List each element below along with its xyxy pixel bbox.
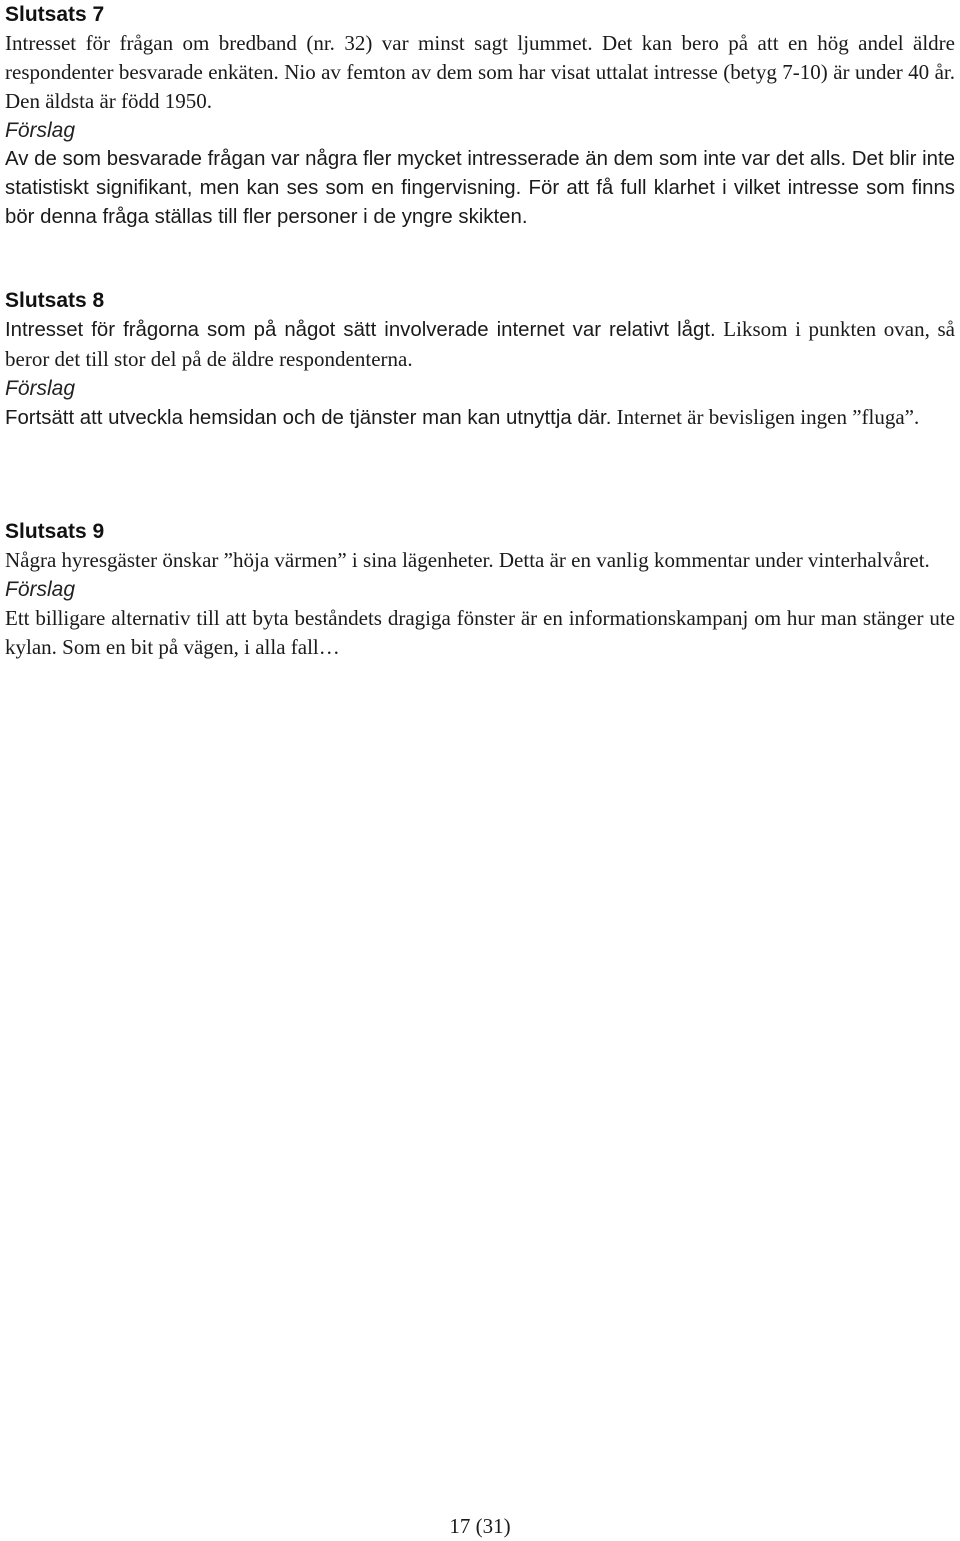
- proposal-text-part: Fortsätt att utveckla hemsidan och de tjänster man kan utnyttja där.: [5, 407, 612, 429]
- proposal-text: [5, 403, 955, 433]
- section-body: [5, 315, 955, 374]
- section-body-part: Intresset för frågorna som på något sätt involverade internet var relativt lågt.: [5, 319, 716, 341]
- section-slutsats-7: [5, 0, 955, 232]
- section-slutsats-8: [5, 286, 955, 433]
- section-heading: Slutsats 8: [5, 289, 105, 312]
- section-body: Intresset för frågan om bredband (nr. 32) var minst sagt ljummet. Det kan bero på att en hög andel äldre respondenter besvarade enkäten. Nio av femton av dem som har visat uttalat intresse (betyg 7-10) är under 40 år. Den äldsta är född 1950.: [5, 31, 955, 113]
- proposal-text-part: Internet är bevisligen ingen ”fluga”.: [611, 405, 920, 429]
- proposal-label: Förslag: [5, 377, 76, 400]
- section-slutsats-9: [5, 517, 955, 662]
- proposal-label: Förslag: [5, 578, 76, 601]
- section-heading: Slutsats 9: [5, 520, 105, 543]
- proposal-text: Ett billigare alternativ till att byta beståndets dragiga fönster är en informationskampanj om hur man stänger ute kylan. Som en bit på vägen, i alla fall…: [5, 606, 955, 659]
- section-body-part: Liksom i punkten ovan, så beror det till stor del på de äldre respondenterna.: [5, 317, 955, 371]
- proposal-text: Av de som besvarade frågan var några fler mycket intresserade än dem som inte var det alls. Det blir inte statistiskt signifikant, men kan ses som en fingervisning. För att få full klarhet i vilket intresse som finns bör denna fråga ställas till fler personer i de yngre skikten.: [5, 148, 955, 228]
- proposal-label: Förslag: [5, 119, 76, 142]
- page-number: 17 (31): [449, 1514, 511, 1538]
- section-body: Några hyresgäster önskar ”höja värmen” i sina lägenheter. Detta är en vanlig kommentar under vinterhalvåret.: [5, 548, 930, 572]
- section-heading: Slutsats 7: [5, 3, 105, 26]
